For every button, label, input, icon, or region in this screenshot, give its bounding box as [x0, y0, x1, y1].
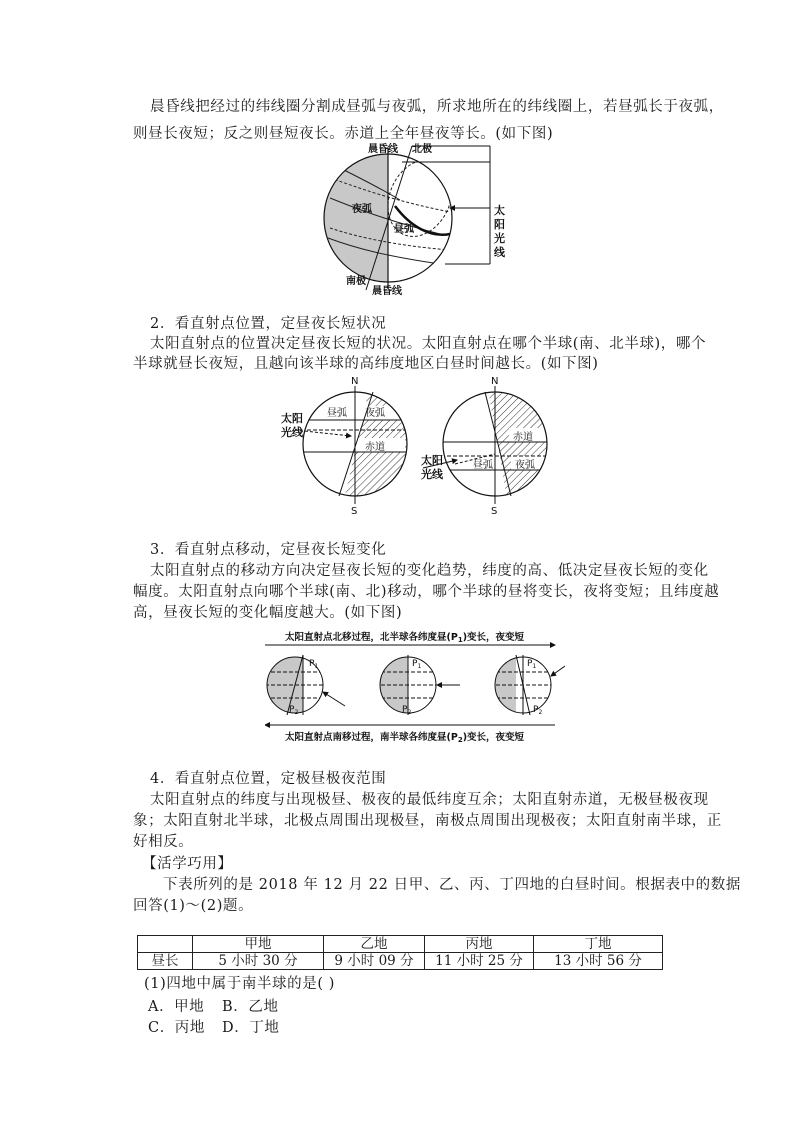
label-sun-2: 阳: [494, 218, 505, 231]
table-row-label: 昼长: [138, 953, 193, 970]
p2-label-b: $P_2$: [402, 705, 412, 716]
question1-option-b[interactable]: B．乙地: [222, 999, 279, 1015]
table-cell: 5 小时 30 分: [193, 953, 324, 970]
table-header-cell: [138, 936, 193, 953]
section4-line3: 好相反。: [133, 834, 194, 850]
label-sun-3: 光: [494, 232, 505, 245]
label-night-arc: 夜弧: [352, 204, 372, 215]
p1-label-b: $P_1$: [412, 659, 422, 670]
night-side-shade: [324, 154, 388, 282]
practice-title: 【活学巧用】: [142, 856, 233, 872]
daylength-table: [137, 935, 663, 970]
table-header-cell: 乙地: [324, 936, 425, 953]
table-row: [138, 953, 663, 970]
question1-option-a[interactable]: A．甲地: [148, 999, 205, 1015]
right-sun-label-2: 光线: [421, 468, 443, 481]
table-cell: 9 小时 09 分: [324, 953, 425, 970]
label-terminator-top: 晨昏线: [368, 144, 398, 155]
north-move-caption: 太阳直射点北移过程，北半球各纬度昼$(P_1)$变长，夜变短: [285, 632, 525, 644]
table-cell: 11 小时 25 分: [425, 953, 534, 970]
label-terminator-bottom: 晨昏线: [372, 286, 402, 297]
para1-line2: 则昼长夜短；反之则昼短夜长。赤道上全年昼夜等长。(如下图): [133, 126, 554, 142]
section3-line2: 幅度。太阳直射点向哪个半球(南、北)移动，哪个半球的昼将变长，夜将变短；且纬度越: [133, 584, 720, 600]
p2-label-c: $P_2$: [533, 705, 543, 716]
question1-option-d[interactable]: D．丁地: [222, 1020, 280, 1036]
p1-label-c: $P_1$: [527, 659, 537, 670]
right-day-arc-label: 昼弧: [473, 460, 493, 471]
p1-label-a: $P_1$: [309, 659, 319, 670]
label-sun-1: 太: [494, 204, 505, 217]
section2-line2: 半球就昼长夜短，且越向该半球的高纬度地区白昼时间越长。(如下图): [133, 356, 599, 372]
practice-line1: 下表所列的是 2018 年 12 月 22 日甲、乙、丙、丁四地的白昼时间。根据表中的数据: [163, 877, 741, 893]
section3-line3: 高，昼夜长短的变化幅度越大。(如下图): [133, 605, 403, 621]
section3-line1: 太阳直射点的移动方向决定昼夜长短的变化趋势，纬度的高、低决定昼夜长短的变化: [150, 563, 709, 579]
right-sun-label-1: 太阳: [421, 454, 443, 467]
left-sun-label-2: 光线: [281, 426, 303, 439]
question1-option-c[interactable]: C．丙地: [148, 1020, 205, 1036]
section4-heading: 4．看直射点位置，定极昼极夜范围: [150, 771, 387, 787]
label-sun-4: 线: [494, 246, 505, 259]
table-header-row: [138, 936, 663, 953]
terminator-globe-figure: [300, 138, 525, 298]
section4-line1: 太阳直射点的纬度与出现极昼、极夜的最低纬度互余；太阳直射赤道，无极昼极夜现: [150, 792, 709, 808]
direct-point-globes-figure: [275, 372, 575, 517]
section3-heading: 3．看直射点移动，定昼夜长短变化: [150, 542, 387, 558]
south-move-caption: 太阳直射点南移过程，南半球各纬度昼$(P_2)$变长，夜变短: [285, 732, 525, 743]
left-equator-label: 赤道: [365, 442, 385, 453]
right-equator-label: 赤道: [513, 432, 533, 443]
right-n-label: N: [491, 376, 499, 387]
table-header-cell: 丁地: [534, 936, 663, 953]
left-day-arc-label: 昼弧: [327, 408, 347, 419]
left-s-label: S: [351, 506, 358, 517]
table-header-cell: 甲地: [193, 936, 324, 953]
section4-line2: 象；太阳直射北半球，北极点周围出现极昼，南极点周围出现极夜；太阳直射南半球，正: [133, 813, 722, 829]
left-sun-label-1: 太阳: [281, 412, 303, 425]
practice-line2: 回答(1)～(2)题。: [133, 898, 254, 914]
p2-label-a: $P_2$: [289, 705, 299, 716]
label-day-arc: 昼弧: [394, 224, 414, 235]
section2-heading: 2．看直射点位置，定昼夜长短状况: [150, 316, 387, 332]
direct-point-movement-figure: [265, 628, 565, 743]
table-header-cell: 丙地: [425, 936, 534, 953]
table-cell: 13 小时 56 分: [534, 953, 663, 970]
label-north-pole: 北极: [412, 144, 432, 155]
label-south-pole: 南极: [346, 276, 366, 287]
left-night-arc-label: 夜弧: [365, 408, 385, 419]
right-night-arc-label: 夜弧: [515, 460, 535, 471]
right-s-label: S: [491, 506, 498, 517]
left-n-label: N: [351, 376, 359, 387]
section2-line1: 太阳直射点的位置决定昼夜长短的状况。太阳直射点在哪个半球(南、北半球)，哪个: [150, 336, 707, 352]
question1-stem: (1)四地中属于南半球的是( ): [144, 976, 336, 992]
para1-line1: 晨昏线把经过的纬线圈分割成昼弧与夜弧，所求地所在的纬线圈上，若昼弧长于夜弧，: [150, 99, 724, 115]
